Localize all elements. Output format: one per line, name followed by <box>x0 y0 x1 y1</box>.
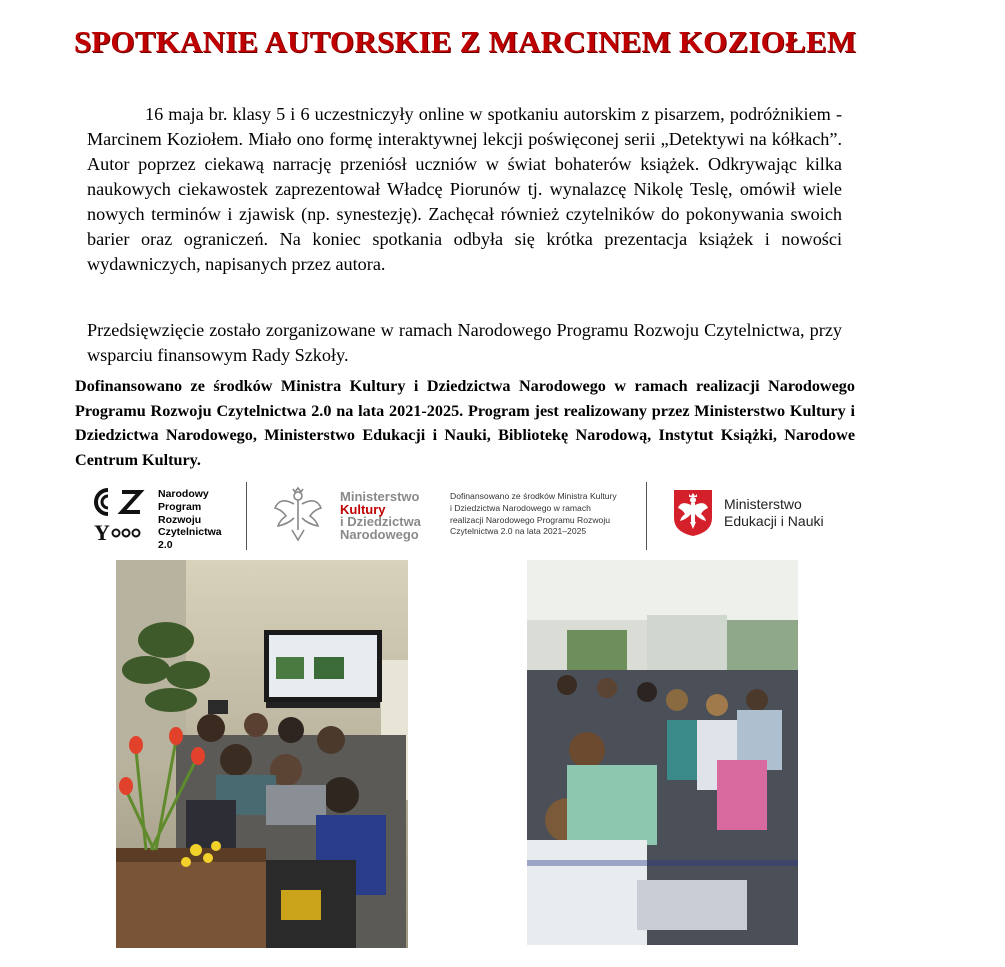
logo-divider <box>646 482 647 550</box>
nprc-line: Czytelnictwa <box>158 526 222 539</box>
sponsor-logos-strip <box>92 478 852 556</box>
eagle-gray-icon <box>272 486 324 544</box>
article-paragraph-2: Przedsięwzięcie zostało zorganizowane w ramach Narodowego Programu Rozwoju Czytelnictwa, przy wsparciu finansowym Rady Szkoły. <box>87 320 842 365</box>
funding-caption <box>450 491 650 538</box>
event-photo-library-students <box>527 560 798 945</box>
nprc-logo-icon <box>92 486 150 544</box>
page-title: SPOTKANIE AUTORSKIE Z MARCINEM KOZIOŁEM <box>73 24 857 59</box>
nprc-line: Rozwoju <box>158 513 202 526</box>
eagle-red-shield-icon <box>672 488 714 538</box>
nprc-line: Program <box>158 500 202 513</box>
mkidn-line: Ministerstwo <box>340 489 420 504</box>
event-photo-classroom-screen <box>116 560 408 948</box>
mkidn-logo-text <box>340 491 421 541</box>
svg-text:Y: Y <box>94 520 110 544</box>
logo-divider <box>246 482 247 550</box>
funding-caption-line: Dofinansowano ze środków Ministra Kultury <box>450 491 617 501</box>
funding-note: Dofinansowano ze środków Ministra Kultury i Dziedzictwa Narodowego w ramach realizacji Narodowego Programu Rozwoju Czytelnictwa 2.0 na lata 2021-2025. Program jest realizowany przez Ministerstwo Kultury i Dziedzictwa Narodowego, Ministerstwo Edukacji i Nauki, Bibliotekę Narodową, Instytut Książki, Narodowe Centrum Kultury. <box>75 377 855 469</box>
article-paragraph-1: 16 maja br. klasy 5 i 6 uczestniczyły online w spotkaniu autorskim z pisarzem, podróżnikiem - Marcinem Koziołem. Miało ono formę interaktywnej lekcji poświęconej serii „Detektywi na kółkach”. Autor poprzez ciekawą narrację przeniósł uczniów w świat bohaterów książek. Odkrywając kilka naukowych ciekawostek zaprezentował Władcę Piorunów tj. wynalazcę Nikolę Teslę, omówił wiele nowych terminów i zjawisk (np. synestezję). Zachęcał również czytelników do pokonywania swoich barier oraz ograniczeń. Na koniec spotkania odbyła się krótka prezentacja książek i nowości wydawniczych, napisanych przez autora. <box>87 104 842 274</box>
funding-caption-line: realizacji Narodowego Programu Rozwoju <box>450 514 611 525</box>
photo-illustration <box>116 560 408 948</box>
funding-caption-line: i Dziedzictwa Narodowego w ramach <box>450 502 591 513</box>
funding-caption-line: Czytelnictwa 2.0 na lata 2021–2025 <box>450 526 587 537</box>
men-logo-text <box>724 496 824 530</box>
men-line: Ministerstwo <box>724 496 802 512</box>
nprc-logo-text <box>158 488 222 552</box>
mkidn-line: Kultury <box>340 501 386 517</box>
men-line: Edukacji i Nauki <box>724 513 824 529</box>
mkidn-line: i Dziedzictwa <box>340 514 421 529</box>
mkidn-line: Narodowego <box>340 526 419 542</box>
photo-illustration <box>527 560 798 945</box>
nprc-line: 2.0 <box>158 539 173 552</box>
nprc-line: Narodowy <box>158 488 209 500</box>
